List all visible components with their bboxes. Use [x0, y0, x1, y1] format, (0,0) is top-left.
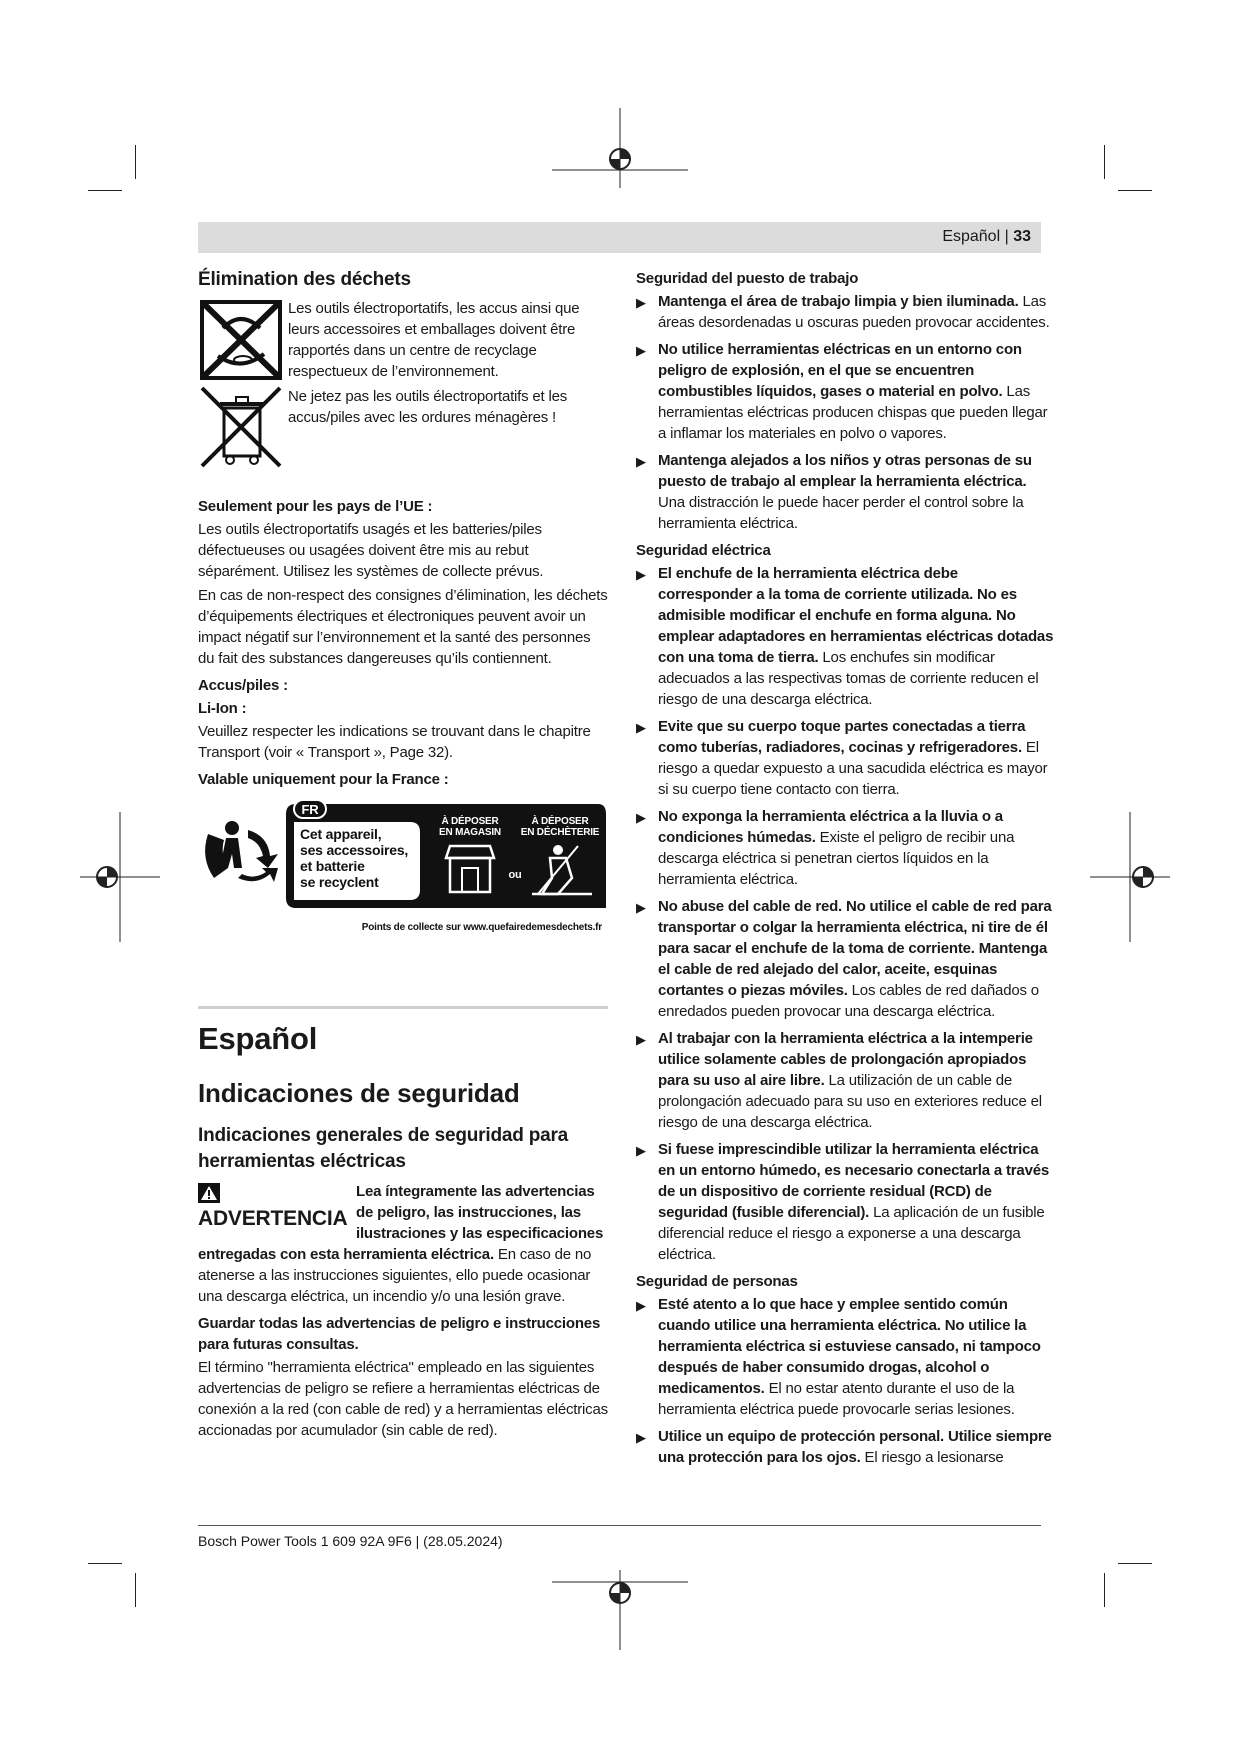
item-text: El riesgo a lesionarse: [860, 1449, 1004, 1466]
page-number: 33: [1013, 228, 1031, 245]
item-text: La aplicación de un fusible diferencial reduce el riesgo a exponerse a una descarga eléctrica.: [658, 1204, 1045, 1263]
item-text: Los enchufes sin modificar adecuados a las respectivas tomas de corriente reducen el riesgo de una descarga eléctrica.: [658, 649, 1039, 708]
bullet-triangle-icon: ▶: [636, 1143, 646, 1158]
item-bold: El enchufe de la herramienta eléctrica debe corresponder a la toma de corriente utilizada. No es admisible modificar el enchufe en forma alguna. No emplear adaptadores en herramientas eléctricas dotadas con una toma de tierra.: [658, 565, 1054, 666]
bullet-triangle-icon: ▶: [636, 454, 646, 469]
eu-title: Seulement pour les pays de l’UE :: [198, 498, 433, 515]
general-safety-title: Indicaciones generales de seguridad para herramientas eléctricas: [198, 1125, 569, 1172]
crop-mark: [135, 145, 136, 179]
warning-label: ADVERTENCIA: [198, 1207, 348, 1230]
list-item: [636, 1426, 1056, 1468]
registration-mark-bottom: [552, 1570, 688, 1650]
item-bold: Mantenga alejados a los niños y otras personas de su puesto de trabajo al emplear la herramienta eléctrica.: [658, 452, 1032, 490]
warning-bold-text: Lea íntegramente las advertencias de peligro, las instrucciones, las ilustraciones y las especificaciones entregadas con esta herramienta eléctrica.: [198, 1183, 604, 1263]
right-column: [636, 268, 1056, 1474]
list-item: [636, 1028, 1056, 1133]
crop-mark: [135, 1573, 136, 1607]
list-item: [636, 339, 1056, 444]
page-header: [198, 222, 1041, 253]
item-bold: Utilice un equipo de protección personal. Utilice siempre una protección para los ojos.: [658, 1428, 1052, 1466]
store-label-2: EN MAGASIN: [439, 827, 501, 838]
safety-title: Indicaciones de seguridad: [198, 1078, 520, 1108]
list-item: [636, 896, 1056, 1022]
keep-instructions-title: Guardar todas las advertencias de peligro e instrucciones para futuras consultas.: [198, 1315, 601, 1353]
dechet-label-2: EN DÉCHÈTERIE: [520, 827, 600, 838]
crop-mark: [1104, 1573, 1105, 1607]
electrical-title: Seguridad eléctrica: [636, 542, 771, 559]
item-text: Existe el peligro de recibir una descarga eléctrica si penetran ciertos líquidos en la herramienta eléctrica.: [658, 829, 1015, 888]
header-section: Español: [942, 228, 1001, 245]
recycle-packaging-icon: [198, 298, 288, 382]
eu-text-2: En cas de non-respect des consignes d’élimination, les déchets d’équipements électriques et électroniques peuvent avoir un impact négatif sur l’environnement et la santé des personnes du fait des substances dangereuses qu’ils contiennent.: [198, 587, 608, 667]
dechet-label-1: À DÉPOSER: [531, 816, 589, 827]
bullet-triangle-icon: ▶: [636, 343, 646, 358]
list-item: [636, 1139, 1056, 1265]
bullet-triangle-icon: ▶: [636, 1032, 646, 1047]
bullet-triangle-icon: ▶: [636, 1430, 646, 1445]
triman-figure-icon: [205, 821, 278, 882]
list-item: [636, 716, 1056, 800]
crop-mark: [88, 190, 122, 191]
item-bold: Esté atento a lo que hace y emplee sentido común cuando utilice una herramienta eléctrica. No utilice la herramienta eléctrica si estuviese cansado, ni tampoco después de haber consumido drogas, alcohol o medicamentos.: [658, 1296, 1041, 1397]
disposal-text-1: Les outils électroportatifs, les accus ainsi que leurs accessoires et emballages doivent être rapportés dans un centre de recyclage respectueux de l’environnement.: [288, 300, 580, 380]
crop-mark: [1104, 145, 1105, 179]
list-item: [636, 806, 1056, 890]
registration-mark-right: [1090, 812, 1170, 942]
warning-text: En caso de no atenerse a las instrucciones siguientes, ello puede ocasionar una descarga eléctrica, un incendio y/o una lesión grave.: [198, 1246, 592, 1305]
item-bold: No exponga la herramienta eléctrica a la lluvia o a condiciones húmedas.: [658, 808, 1003, 846]
list-item: [636, 1294, 1056, 1420]
bullet-triangle-icon: ▶: [636, 810, 646, 825]
liion-text: Veuillez respecter les indications se trouvant dans le chapitre Transport (voir « Transport », Page 32).: [198, 723, 591, 761]
france-title: Valable uniquement pour la France :: [198, 771, 449, 788]
footer-rule: [198, 1525, 1041, 1526]
personal-list: [636, 1294, 1056, 1468]
list-item: [636, 563, 1056, 710]
disposal-bin-row: [198, 386, 608, 470]
item-text: El no estar atento durante el uso de la herramienta eléctrica puede provocarle serias lesiones.: [658, 1380, 1015, 1418]
workplace-title: Seguridad del puesto de trabajo: [636, 270, 859, 287]
lang-title: Español: [198, 1021, 318, 1056]
section-separator: [198, 1006, 608, 1009]
fr-country-label: FR: [301, 802, 319, 817]
bullet-triangle-icon: ▶: [636, 720, 646, 735]
item-text: Los cables de red dañados o enredados pueden provocar una descarga eléctrica.: [658, 982, 1039, 1020]
fr-line-1: Cet appareil,: [300, 826, 382, 842]
disposal-recycle-row: [198, 298, 608, 382]
bullet-triangle-icon: ▶: [636, 900, 646, 915]
item-text: Las herramientas eléctricas producen chispas que pueden llegar a inflamar los materiales en polvo o vapores.: [658, 383, 1048, 442]
item-bold: Al trabajar con la herramienta eléctrica a la intemperie utilice solamente cables de prolongación apropiados para su uso al aire libre.: [658, 1030, 1033, 1089]
item-bold: No utilice herramientas eléctricas en un entorno con peligro de explosión, en el que se encuentren combustibles líquidos, gases o material en polvo.: [658, 341, 1022, 400]
fr-line-2: ses accessoires,: [300, 842, 409, 858]
item-text: La utilización de un cable de prolongación adecuado para su uso en exteriores reduce el riesgo de una descarga eléctrica.: [658, 1072, 1042, 1131]
item-text: Una distracción le puede hacer perder el control sobre la herramienta eléctrica.: [658, 494, 1024, 532]
term-text: El término "herramienta eléctrica" empleado en las siguientes advertencias de peligro se refiere a herramientas eléctricas de conexión a la red (con cable de red) y a herramientas eléctricas accionadas por acumulador (sin cable de red).: [198, 1359, 608, 1439]
registration-mark-top: [552, 108, 688, 188]
store-label-1: À DÉPOSER: [441, 816, 499, 827]
registration-mark-left: [80, 812, 160, 942]
bullet-triangle-icon: ▶: [636, 1298, 646, 1313]
liion-title: Li-Ion :: [198, 700, 247, 717]
item-bold: Mantenga el área de trabajo limpia y bien iluminada.: [658, 293, 1019, 310]
crop-mark: [1118, 190, 1152, 191]
fr-line-4: se recyclent: [300, 874, 379, 890]
workplace-list: [636, 291, 1056, 534]
accus-title: Accus/piles :: [198, 677, 288, 694]
item-bold: Evite que su cuerpo toque partes conectadas a tierra como tuberías, radiadores, cocinas y refrigeradores.: [658, 718, 1026, 756]
crossed-bin-icon: [198, 386, 288, 470]
warning-block: [198, 1181, 608, 1307]
item-text: El riesgo a quedar expuesto a una sacudida eléctrica es mayor si su cuerpo tiene contacto con tierra.: [658, 739, 1048, 798]
collect-points-text: Points de collecte sur www.quefairedemesdechets.fr: [361, 922, 602, 933]
crop-mark: [88, 1563, 122, 1564]
list-item: [636, 450, 1056, 534]
bullet-triangle-icon: ▶: [636, 567, 646, 582]
warning-triangle-icon: [198, 1183, 220, 1203]
header-separator: |: [1004, 228, 1009, 245]
fr-line-3: et batterie: [300, 858, 365, 874]
eu-text-1: Les outils électroportatifs usagés et les batteries/piles défectueuses ou usagées doivent être mis au rebut séparément. Utilisez les systèmes de collecte prévus.: [198, 521, 544, 580]
or-label: ou: [508, 869, 522, 881]
warning-label-box: [198, 1181, 350, 1231]
list-item: [636, 291, 1056, 333]
header-text: [942, 228, 1031, 246]
item-bold: Si fuese imprescindible utilizar la herramienta eléctrica en un entorno húmedo, es necesario conectarla a través de un dispositivo de corriente residual (RCD) de seguridad (fusible diferencial).: [658, 1141, 1049, 1221]
triman-recycling-logo: [198, 798, 608, 938]
item-bold: No abuse del cable de red. No utilice el cable de red para transportar o colgar la herramienta eléctrica, ni tire de él para sacar el enchufe de la toma de corriente. Mantenga el cable de red alejado del calor, aceite, esquinas cortantes o piezas móviles.: [658, 898, 1052, 999]
item-text: Las áreas desordenadas u oscuras pueden provocar accidentes.: [658, 293, 1050, 331]
disposal-title: Élimination des déchets: [198, 269, 411, 290]
personal-title: Seguridad de personas: [636, 1273, 798, 1290]
disposal-text-2: Ne jetez pas les outils électroportatifs et les accus/piles avec les ordures ménagères !: [288, 388, 568, 426]
left-column: [198, 268, 608, 1444]
bullet-triangle-icon: ▶: [636, 295, 646, 310]
crop-mark: [1118, 1563, 1152, 1564]
electrical-list: [636, 563, 1056, 1265]
footer-text: Bosch Power Tools 1 609 92A 9F6 | (28.05.2024): [198, 1533, 503, 1549]
